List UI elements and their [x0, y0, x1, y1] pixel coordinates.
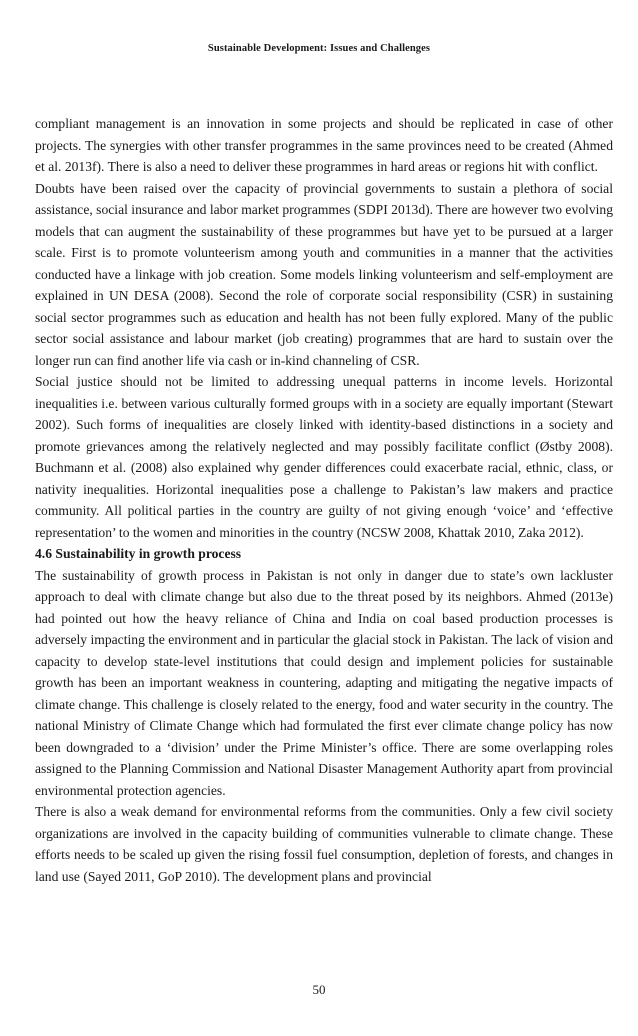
page-number: 50	[312, 982, 326, 997]
running-header: Sustainable Development: Issues and Challenges	[207, 43, 431, 54]
paragraph-4: The sustainability of growth process in Pakistan is not only in danger due to state’s own lackluster approach to deal with climate change but also due to the threat posed by its neighbors. Ahmed (2013e) had pointed out how the heavy reliance of China and India on coal based production processes is adversely impacting the environment and in particular the glacial stock in Pakistan. The lack of vision and capacity to develop state-level institutions that could design and implement policies for sustainable growth has been an important weakness in countering, adapting and mitigating the negative impacts of climate change. This challenge is closely related to the energy, food and water security in the country. The national Ministry of Climate Change which had formulated the first ever climate change policy has now been downgraded to a ‘division’ under the Prime Minister’s office. There are some overlapping roles assigned to the Planning Commission and National Disaster Management Authority apart from provincial environmental protection agencies.	[35, 567, 613, 798]
paragraph-1: compliant management is an innovation in some projects and should be replicated in case of other projects. The synergies with other transfer programmes in the same provinces need to be created (Ahmed et al. 2013f). There is also a need to deliver these programmes in hard areas or regions hit with conflict.	[35, 116, 613, 174]
paragraph-5: There is also a weak demand for environmental reforms from the communities. Only a few civil society organizations are involved in the capacity building of communities vulnerable to climate change. These efforts needs to be scaled up given the rising fossil fuel consumption, depletion of forests, and changes in land use (Sayed 2011, GoP 2010). The development plans and provincial	[35, 804, 613, 884]
document-body	[35, 113, 613, 887]
paragraph-3: Social justice should not be limited to addressing unequal patterns in income levels. Horizontal inequalities i.e. between various culturally formed groups with in a society are equally important (Stewart 2002). Such forms of inequalities are closely linked with identity-based distinctions in a society and promote grievances among the relatively neglected and may possibly facilitate conflict (Østby 2008). Buchmann et al. (2008) also explained why gender differences could exacerbate racial, ethnic, class, or nativity inequalities. Horizontal inequalities pose a challenge to Pakistan’s law makers and practice community. All political parties in the country are guilty of not giving enough ‘voice’ and ‘effective representation’ to the women and minorities in the country (NCSW 2008, Khattak 2010, Zaka 2012).	[35, 374, 613, 540]
paragraph-2: Doubts have been raised over the capacity of provincial governments to sustain a plethora of social assistance, social insurance and labor market programmes (SDPI 2013d). There are however two evolving models that can augment the sustainability of these programmes but have yet to be pursued at a larger scale. First is to promote volunteerism among youth and communities in a manner that the activities conducted have a linkage with job creation. Some models linking volunteerism and self-employment are explained in UN DESA (2008). Second the role of corporate social responsibility (CSR) in sustaining social sector programmes such as education and health has not been fully explored. Many of the public sector social assistance and labour market (job creating) programmes that are hard to sustain over the longer run can find another life via cash or in-kind channeling of CSR.	[35, 180, 613, 368]
section-heading: 4.6 Sustainability in growth process	[35, 546, 242, 561]
